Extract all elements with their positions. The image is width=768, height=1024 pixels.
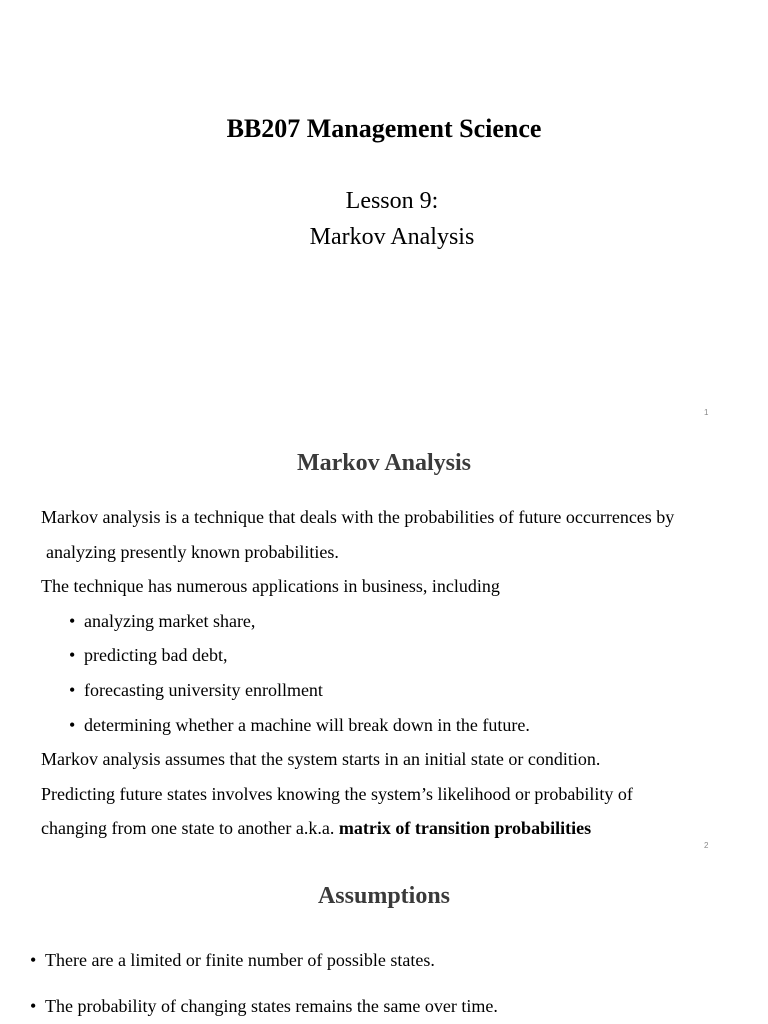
bold-term: matrix of transition probabilities — [338, 818, 592, 839]
slide2-body — [41, 500, 741, 846]
bullet-icon: • — [69, 645, 76, 666]
body-line: analyzing presently known probabilities. — [46, 541, 339, 562]
bullet-item — [41, 673, 741, 708]
slide1-lesson: Lesson 9: — [345, 188, 439, 214]
bullet-item — [41, 638, 741, 673]
bullet-icon: • — [69, 610, 76, 631]
bullet-icon: • — [30, 996, 37, 1016]
body-line: Predicting future states involves knowing the system’s likelihood or probability of — [41, 783, 633, 804]
body-text: changing from one state to another a.k.a. — [41, 818, 339, 839]
slide3-heading: Assumptions — [317, 883, 451, 909]
bullet-icon: • — [69, 679, 76, 700]
body-line: Markov analysis assumes that the system starts in an initial state or condition. — [41, 749, 601, 770]
bullet-icon: • — [30, 950, 37, 970]
body-line — [41, 811, 741, 846]
slide1-subtitle: Markov Analysis — [309, 224, 475, 250]
body-line: Markov analysis is a technique that deals with the probabilities of future occurrences by — [41, 507, 675, 527]
bullet-text: analyzing market share, — [84, 610, 256, 631]
bullet-text: forecasting university enrollment — [84, 679, 323, 700]
bullet-text: There are a limited or finite number of possible states. — [45, 950, 435, 970]
bullet-text: The probability of changing states remains the same over time. — [45, 996, 498, 1016]
bullet-item — [41, 708, 741, 743]
page-number: 1 — [704, 408, 709, 417]
slide2-heading: Markov Analysis — [296, 450, 472, 476]
bullet-text: predicting bad debt, — [84, 645, 228, 666]
bullet-item — [41, 604, 741, 639]
bullet-icon: • — [69, 714, 76, 735]
bullet-text: determining whether a machine will break down in the future. — [84, 714, 530, 735]
slide1-title: BB207 Management Science — [226, 114, 542, 143]
bullet-item — [30, 996, 498, 1017]
bullet-item — [30, 950, 435, 971]
body-line: The technique has numerous applications in business, including — [41, 576, 500, 597]
page-number: 2 — [704, 841, 709, 850]
